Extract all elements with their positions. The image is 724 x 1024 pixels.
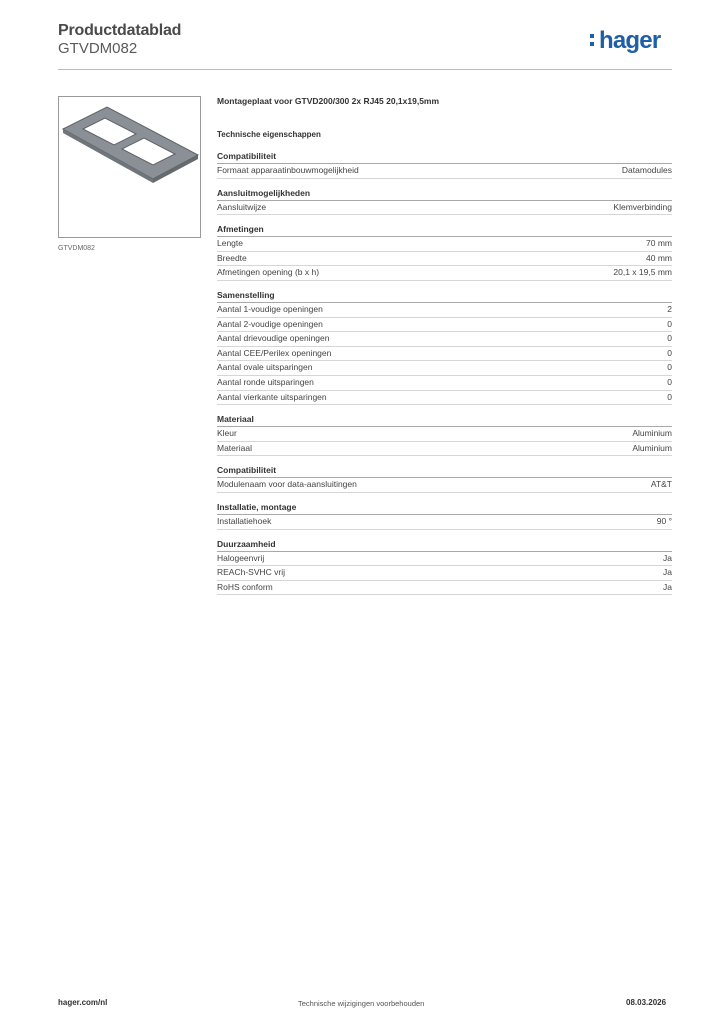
spec-row <box>217 427 672 442</box>
spec-value: Datamodules <box>621 165 672 175</box>
spec-row <box>217 515 672 530</box>
footer-website[interactable]: hager.com/nl <box>58 998 108 1007</box>
spec-value: 0 <box>667 333 672 344</box>
section-title: Afmetingen <box>217 224 672 237</box>
spec-label: Halogeenvrij <box>217 552 265 563</box>
spec-value: 0 <box>667 391 672 402</box>
spec-value: 20,1 x 19,5 mm <box>613 267 672 278</box>
spec-row <box>217 332 672 347</box>
spec-label: Aantal drievoudige openingen <box>217 333 330 344</box>
spec-row <box>217 391 672 406</box>
spec-value: 0 <box>667 318 672 329</box>
header-divider <box>58 69 672 70</box>
spec-row <box>217 478 672 493</box>
spec-row <box>217 566 672 581</box>
section-title: Duurzaamheid <box>217 539 672 552</box>
spec-label: Afmetingen opening (b x h) <box>217 267 320 278</box>
logo-dots-icon <box>590 27 596 46</box>
spec-label: RoHS conform <box>217 581 273 592</box>
spec-row <box>217 318 672 333</box>
spec-value: 40 mm <box>646 252 672 263</box>
mounting-plate-illustration <box>59 97 200 237</box>
spec-value: Ja <box>663 581 672 592</box>
spec-row <box>217 442 672 457</box>
spec-row <box>217 581 672 596</box>
spec-value: AT&T <box>650 479 672 490</box>
spec-section <box>217 465 672 493</box>
spec-label: Aansluitwijze <box>217 201 267 212</box>
spec-value: 90 ° <box>656 515 672 526</box>
spec-label: Aantal ovale uitsparingen <box>217 362 313 373</box>
spec-label: Modulenaam voor data-aansluitingen <box>217 479 357 490</box>
footer-disclaimer: Technische wijzigingen voorbehouden <box>298 999 425 1008</box>
spec-subheading: Technische eigenschappen <box>217 130 321 139</box>
product-description: Montageplaat voor GTVD200/300 2x RJ45 20,1x19,5mm <box>217 96 440 106</box>
spec-value: 0 <box>667 347 672 358</box>
spec-section <box>217 502 672 530</box>
spec-value: Ja <box>663 567 672 578</box>
spec-row <box>217 552 672 567</box>
spec-label: Breedte <box>217 252 247 263</box>
spec-sections <box>217 151 672 595</box>
spec-label: Aantal CEE/Perilex openingen <box>217 347 332 358</box>
spec-value: Klemverbinding <box>613 201 672 212</box>
spec-label: Aantal 2-voudige openingen <box>217 318 323 329</box>
spec-section <box>217 539 672 596</box>
spec-section <box>217 224 672 281</box>
section-title: Compatibiliteit <box>217 151 672 164</box>
spec-value: 0 <box>667 376 672 387</box>
spec-label: Aantal 1-voudige openingen <box>217 303 323 314</box>
spec-row <box>217 347 672 362</box>
spec-row <box>217 303 672 318</box>
spec-value: 0 <box>667 362 672 373</box>
spec-label: Formaat apparaatinbouwmogelijkheid <box>217 165 359 175</box>
spec-label: Aantal ronde uitsparingen <box>217 376 314 387</box>
spec-section <box>217 414 672 456</box>
footer-date: 08.03.2026 <box>626 998 667 1007</box>
spec-label: Lengte <box>217 238 243 249</box>
spec-row <box>217 237 672 252</box>
section-title: Compatibiliteit <box>217 465 672 478</box>
spec-row <box>217 266 672 281</box>
spec-content <box>217 96 672 601</box>
section-title: Samenstelling <box>217 290 672 303</box>
spec-section <box>217 188 672 216</box>
spec-label: Installatiehoek <box>217 515 272 526</box>
spec-value: Aluminium <box>632 428 672 439</box>
spec-label: Materiaal <box>217 442 252 453</box>
spec-section <box>217 290 672 405</box>
logo-text: hager <box>599 27 661 54</box>
spec-row <box>217 376 672 391</box>
page-title: Productdatablad <box>58 22 182 39</box>
spec-label: REACh-SVHC vrij <box>217 567 286 578</box>
spec-label: Aantal vierkante uitsparingen <box>217 391 327 402</box>
spec-row <box>217 164 672 179</box>
spec-value: Ja <box>663 552 672 563</box>
spec-label: Kleur <box>217 428 237 439</box>
spec-value: 2 <box>667 303 672 314</box>
section-title: Aansluitmogelijkheden <box>217 188 672 201</box>
product-image <box>58 96 201 238</box>
spec-value: 70 mm <box>646 238 672 249</box>
image-caption: GTVDM082 <box>58 245 95 252</box>
spec-row <box>217 252 672 267</box>
spec-row <box>217 361 672 376</box>
spec-value: Aluminium <box>632 442 672 453</box>
hager-logo <box>590 27 660 55</box>
spec-row <box>217 201 672 216</box>
product-code: GTVDM082 <box>58 40 138 57</box>
spec-section <box>217 151 672 179</box>
section-title: Installatie, montage <box>217 502 672 515</box>
section-title: Materiaal <box>217 414 672 427</box>
